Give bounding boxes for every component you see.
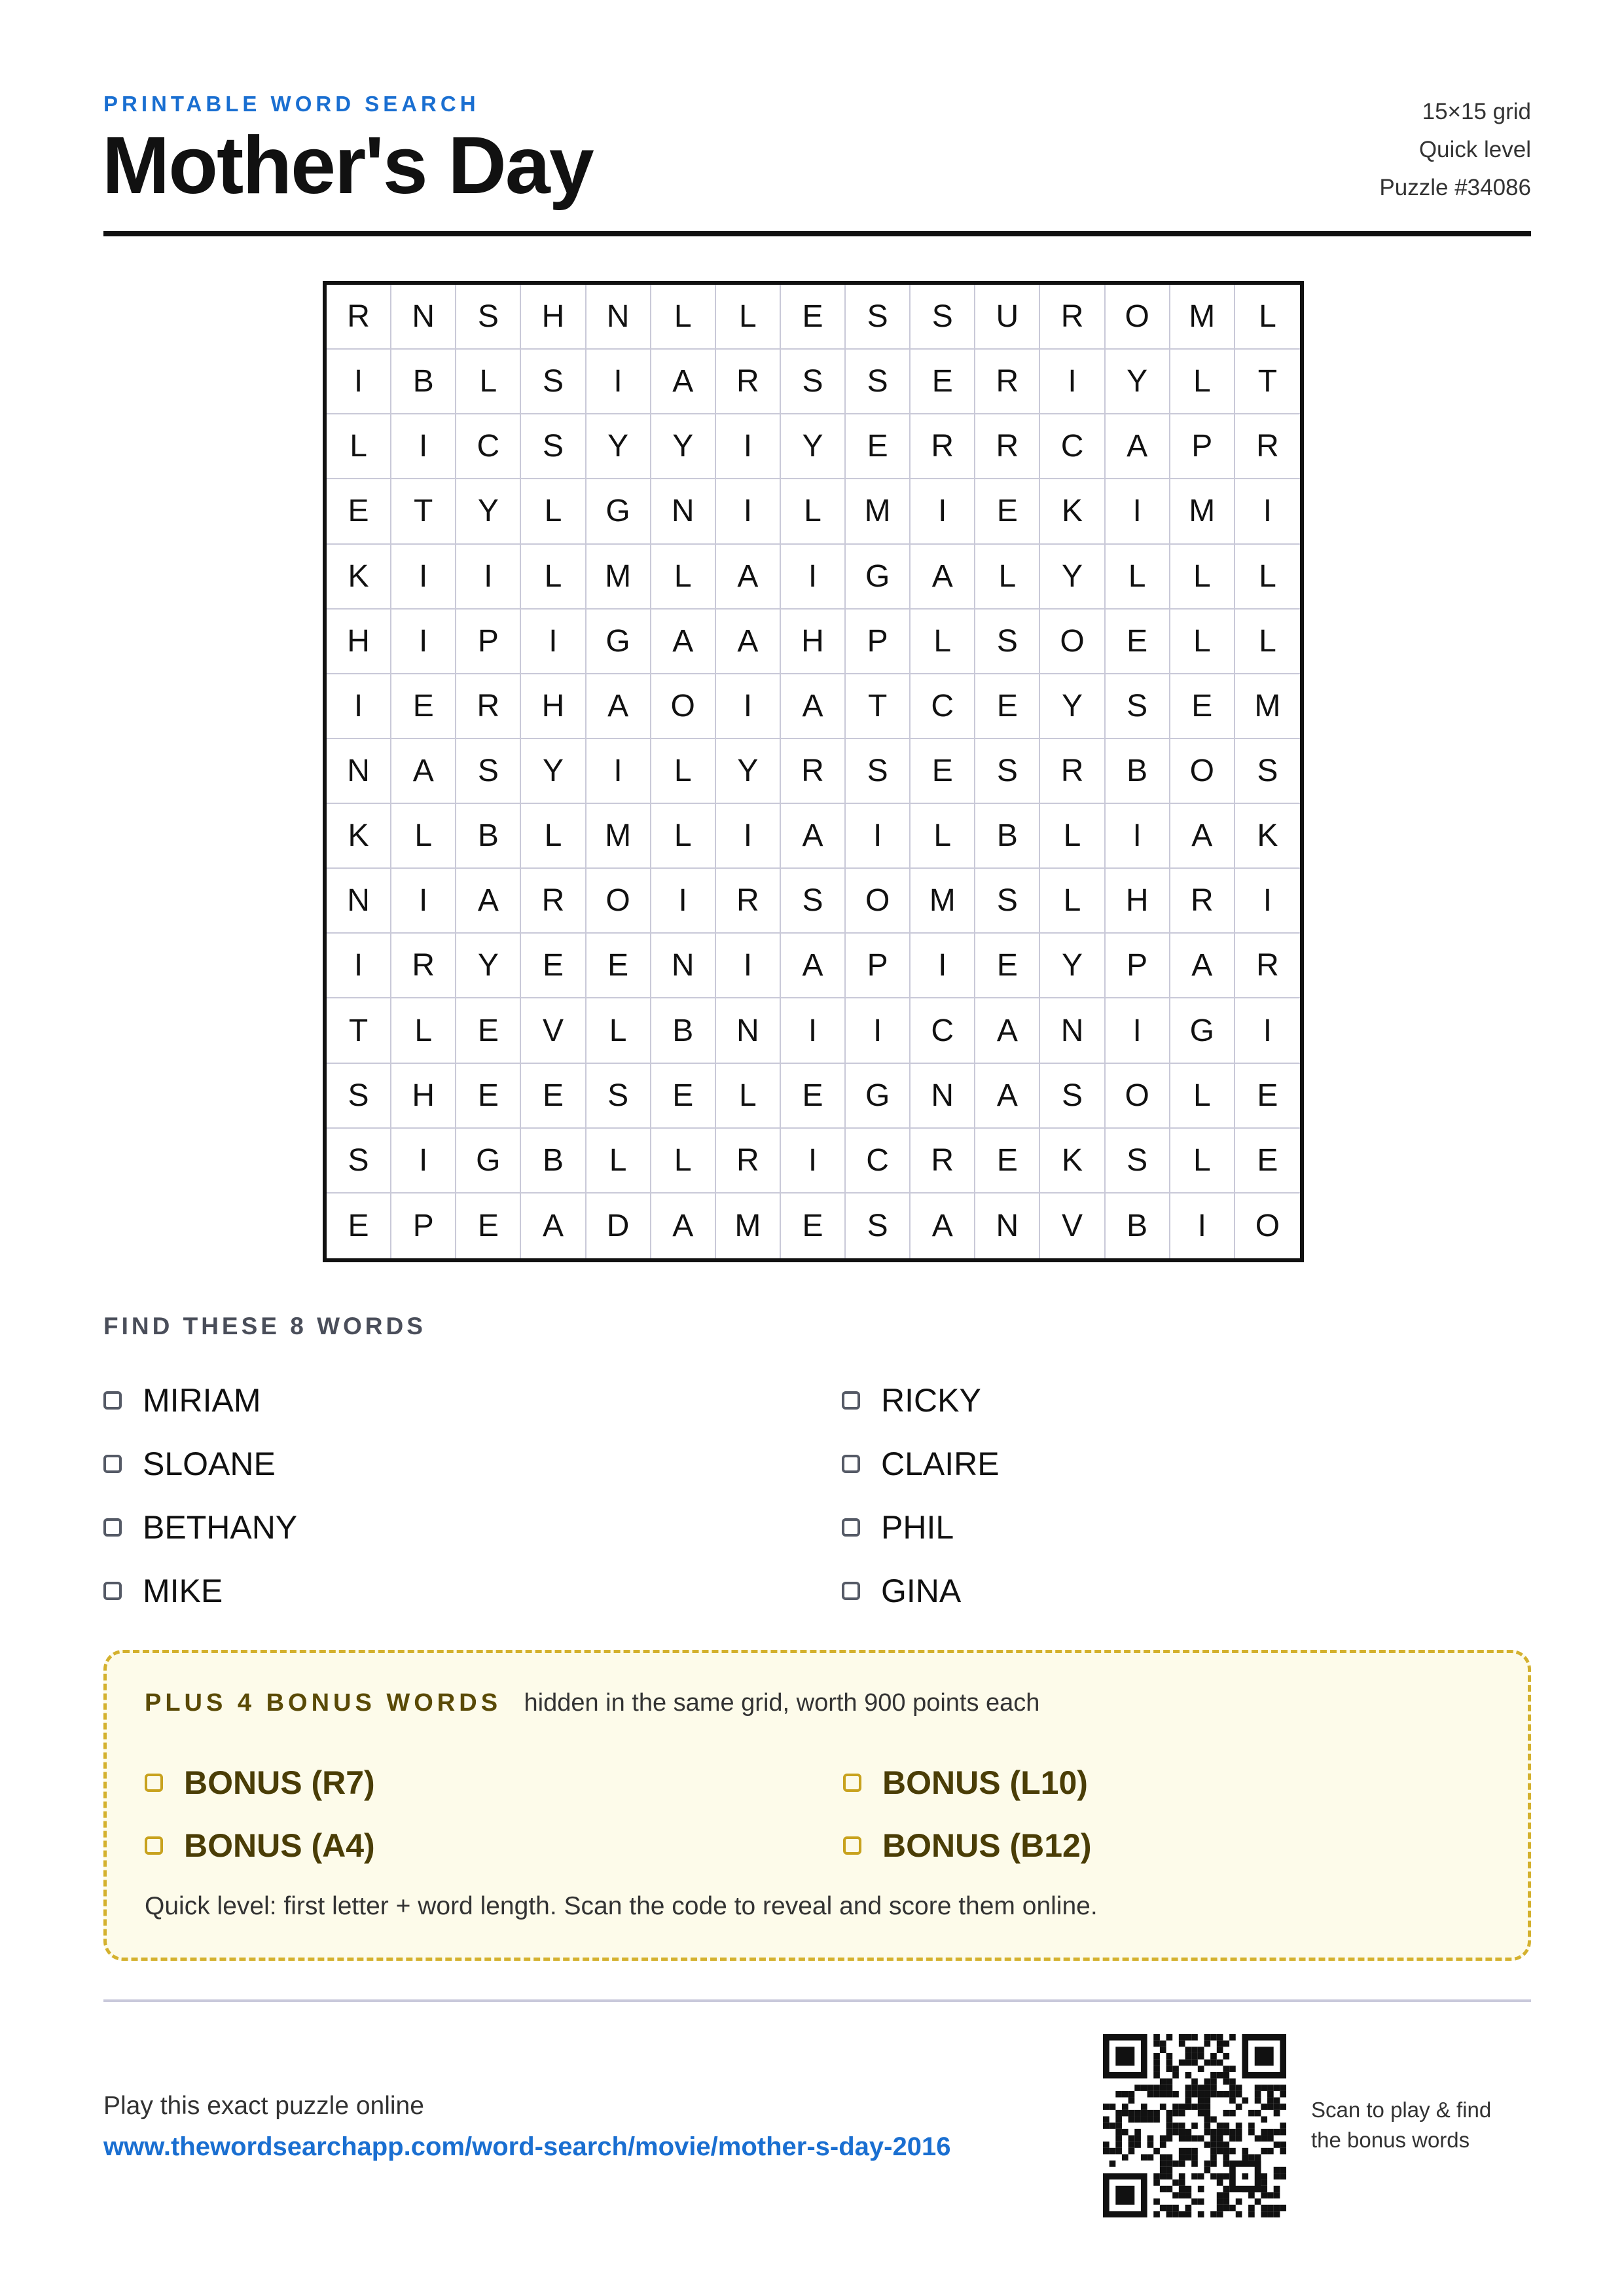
grid-cell[interactable]: E (781, 1064, 846, 1129)
bonus-label: BONUS (A4) (184, 1827, 375, 1864)
grid-cell[interactable]: A (586, 674, 651, 739)
word-label: CLAIRE (881, 1445, 1000, 1482)
grid-size-label: 15×15 grid (1422, 99, 1531, 124)
grid-cell[interactable]: A (781, 674, 846, 739)
grid-cell[interactable]: P (391, 1194, 456, 1258)
grid-cell[interactable]: C (911, 998, 975, 1063)
grid-cell[interactable]: I (327, 674, 391, 739)
bonus-label: BONUS (L10) (882, 1764, 1088, 1801)
word-item[interactable] (842, 1432, 1496, 1495)
grid-cell[interactable]: E (975, 479, 1040, 544)
grid-cell[interactable]: H (327, 610, 391, 674)
bonus-item[interactable] (145, 1814, 843, 1877)
grid-cell[interactable]: Y (456, 934, 521, 998)
grid-cell[interactable]: R (716, 350, 781, 414)
grid-cell[interactable]: L (1040, 869, 1105, 934)
grid-cell[interactable]: I (716, 934, 781, 998)
grid-cell[interactable]: E (1235, 1129, 1300, 1194)
grid-cell[interactable]: B (1106, 739, 1170, 804)
grid-cell[interactable]: C (911, 674, 975, 739)
bonus-note: Quick level: first letter + word length. Scan the code to reveal and score them online. (145, 1892, 1098, 1920)
grid-cell[interactable]: L (1170, 545, 1235, 610)
grid-cell[interactable]: T (391, 479, 456, 544)
grid-cell[interactable]: O (846, 869, 911, 934)
grid-cell[interactable]: M (911, 869, 975, 934)
grid-cell[interactable]: I (391, 1129, 456, 1194)
grid-cell[interactable]: P (846, 934, 911, 998)
grid-cell[interactable]: L (521, 545, 586, 610)
grid-cell[interactable]: I (586, 739, 651, 804)
grid-cell[interactable]: O (586, 869, 651, 934)
grid-cell[interactable]: L (1235, 610, 1300, 674)
grid-cell[interactable]: E (586, 934, 651, 998)
grid-cell[interactable]: B (651, 998, 716, 1063)
grid-cell[interactable]: B (456, 804, 521, 869)
grid-cell[interactable]: I (391, 414, 456, 479)
grid-cell[interactable]: M (1235, 674, 1300, 739)
grid-cell[interactable]: E (1170, 674, 1235, 739)
grid-cell[interactable]: S (846, 739, 911, 804)
grid-cell[interactable]: L (1170, 610, 1235, 674)
grid-cell[interactable]: E (781, 285, 846, 350)
grid-cell[interactable]: R (911, 414, 975, 479)
grid-cell[interactable]: L (391, 804, 456, 869)
grid-cell[interactable]: R (456, 674, 521, 739)
bonus-item[interactable] (145, 1751, 843, 1814)
grid-cell[interactable]: N (975, 1194, 1040, 1258)
grid-cell[interactable]: T (846, 674, 911, 739)
grid-cell[interactable]: P (846, 610, 911, 674)
grid-cell[interactable]: N (586, 285, 651, 350)
grid-cell[interactable]: E (846, 414, 911, 479)
grid-cell[interactable]: I (911, 479, 975, 544)
grid-cell[interactable]: L (1040, 804, 1105, 869)
grid-cell[interactable]: E (975, 1129, 1040, 1194)
grid-cell[interactable]: I (1235, 869, 1300, 934)
grid-cell[interactable]: E (1235, 1064, 1300, 1129)
grid-cell[interactable]: C (1040, 414, 1105, 479)
word-item[interactable] (103, 1495, 842, 1559)
grid-cell[interactable]: V (521, 998, 586, 1063)
grid-cell[interactable]: I (327, 934, 391, 998)
grid-cell[interactable]: L (327, 414, 391, 479)
grid-cell[interactable]: S (975, 869, 1040, 934)
grid-cell[interactable]: E (651, 1064, 716, 1129)
grid-cell[interactable]: Y (716, 739, 781, 804)
grid-cell[interactable]: S (521, 350, 586, 414)
checkbox-icon[interactable] (842, 1582, 860, 1600)
grid-cell[interactable]: O (1255, 1208, 1280, 1243)
grid-cell[interactable]: I (781, 1129, 846, 1194)
puzzle-url-link[interactable]: www.thewordsearchapp.com/word-search/movie/mother-s-day-2016 (103, 2132, 951, 2161)
grid-cell[interactable]: E (391, 674, 456, 739)
grid-cell[interactable]: I (651, 869, 716, 934)
grid-cell[interactable]: I (1106, 479, 1170, 544)
grid-cell[interactable]: A (716, 545, 781, 610)
grid-cell[interactable]: I (456, 545, 521, 610)
grid-cell[interactable]: B (975, 804, 1040, 869)
grid-cell[interactable]: H (521, 674, 586, 739)
grid-cell[interactable]: L (781, 479, 846, 544)
page-kicker: PRINTABLE WORD SEARCH (103, 92, 480, 116)
grid-cell[interactable]: N (391, 285, 456, 350)
word-label: MIKE (143, 1572, 223, 1609)
grid-cell[interactable]: K (1040, 1129, 1105, 1194)
grid-cell[interactable]: S (846, 1194, 911, 1258)
grid-cell[interactable]: K (1040, 479, 1105, 544)
grid-cell[interactable]: Y (456, 479, 521, 544)
grid-cell[interactable]: R (1040, 285, 1105, 350)
grid-cell[interactable]: R (716, 1129, 781, 1194)
grid-cell[interactable]: V (1040, 1194, 1105, 1258)
grid-cell[interactable]: I (716, 414, 781, 479)
grid-cell[interactable]: E (327, 479, 391, 544)
grid-cell[interactable]: S (1106, 674, 1170, 739)
grid-cell[interactable]: R (521, 869, 586, 934)
grid-cell[interactable]: S (846, 350, 911, 414)
grid-cell[interactable]: A (651, 610, 716, 674)
word-label: GINA (881, 1572, 962, 1609)
bonus-label: BONUS (B12) (882, 1827, 1092, 1864)
grid-cell[interactable]: S (586, 1064, 651, 1129)
grid-cell[interactable]: E (781, 1194, 846, 1258)
grid-cell[interactable]: Y (1040, 934, 1105, 998)
bonus-header (145, 1689, 1039, 1717)
grid-cell[interactable]: E (911, 350, 975, 414)
grid-cell[interactable]: L (1235, 545, 1300, 610)
grid-cell[interactable]: S (781, 350, 846, 414)
grid-cell[interactable]: R (1040, 739, 1105, 804)
grid-cell[interactable]: L (975, 545, 1040, 610)
grid-cell[interactable]: L (586, 1129, 651, 1194)
grid-cell[interactable]: Y (586, 414, 651, 479)
grid-cell[interactable]: P (1106, 934, 1170, 998)
grid-cell[interactable]: K (327, 804, 391, 869)
grid-cell[interactable]: O (1170, 739, 1235, 804)
grid-cell[interactable]: O (1106, 285, 1170, 350)
grid-cell[interactable]: E (456, 1194, 521, 1258)
grid-cell[interactable]: A (391, 739, 456, 804)
find-words-heading: FIND THESE 8 WORDS (103, 1313, 426, 1339)
grid-cell[interactable]: L (651, 739, 716, 804)
grid-cell[interactable]: R (716, 869, 781, 934)
grid-cell[interactable]: R (391, 934, 456, 998)
checkbox-icon[interactable] (145, 1774, 163, 1792)
grid-cell[interactable]: I (716, 674, 781, 739)
word-label: PHIL (881, 1508, 954, 1546)
grid-cell[interactable]: S (327, 1064, 391, 1129)
grid-cell[interactable]: I (781, 545, 846, 610)
grid-cell[interactable]: K (1235, 804, 1300, 869)
grid-cell[interactable]: L (716, 285, 781, 350)
grid-cell[interactable]: A (521, 1194, 586, 1258)
grid-cell[interactable]: A (781, 934, 846, 998)
grid-cell[interactable]: G (586, 479, 651, 544)
grid-cell[interactable]: I (781, 998, 846, 1063)
grid-cell[interactable]: A (781, 804, 846, 869)
word-item[interactable] (842, 1495, 1496, 1559)
grid-cell[interactable]: R (975, 414, 1040, 479)
grid-cell[interactable]: S (1235, 739, 1300, 804)
grid-cell[interactable]: L (911, 610, 975, 674)
grid-cell[interactable]: L (521, 479, 586, 544)
qr-caption (1311, 2095, 1491, 2155)
grid-cell[interactable]: E (975, 934, 1040, 998)
grid-cell[interactable]: S (327, 1129, 391, 1194)
grid-cell[interactable]: Y (1040, 674, 1105, 739)
grid-cell[interactable]: L (1170, 1064, 1235, 1129)
grid-cell[interactable]: T (327, 998, 391, 1063)
grid-cell[interactable]: I (586, 350, 651, 414)
grid-cell[interactable]: R (1235, 414, 1300, 479)
grid-cell[interactable]: Y (521, 739, 586, 804)
grid-cell[interactable]: I (911, 934, 975, 998)
grid-cell[interactable]: E (456, 1064, 521, 1129)
grid-cell[interactable]: E (521, 934, 586, 998)
grid-cell[interactable]: A (975, 998, 1040, 1063)
word-item[interactable] (103, 1432, 842, 1495)
grid-cell[interactable]: L (911, 804, 975, 869)
bonus-title: PLUS 4 BONUS WORDS (145, 1689, 502, 1717)
word-label: SLOANE (143, 1445, 276, 1482)
grid-cell[interactable]: N (327, 739, 391, 804)
grid-cell[interactable]: L (1106, 545, 1170, 610)
bonus-label: BONUS (R7) (184, 1764, 375, 1801)
grid-cell[interactable]: A (975, 1064, 1040, 1129)
grid-cell[interactable]: O (1106, 1064, 1170, 1129)
level-label: Quick level (1418, 137, 1531, 162)
grid-cell[interactable]: A (911, 545, 975, 610)
grid-cell[interactable]: G (846, 1064, 911, 1129)
grid-cell[interactable]: N (716, 998, 781, 1063)
checkbox-icon[interactable] (103, 1582, 122, 1600)
grid-cell[interactable]: A (651, 1194, 716, 1258)
qr-code-icon[interactable] (1103, 2034, 1286, 2217)
grid-cell[interactable]: L (651, 545, 716, 610)
checkbox-icon[interactable] (843, 1836, 861, 1855)
checkbox-icon[interactable] (103, 1391, 122, 1410)
grid-cell[interactable]: H (521, 285, 586, 350)
word-item[interactable] (103, 1368, 842, 1432)
grid-cell[interactable]: I (1040, 350, 1105, 414)
grid-cell[interactable]: I (1170, 1194, 1235, 1258)
grid-cell[interactable]: L (651, 285, 716, 350)
grid-cell[interactable]: D (586, 1194, 651, 1258)
grid-cell[interactable]: I (846, 804, 911, 869)
grid-cell[interactable]: T (1235, 350, 1300, 414)
grid-cell[interactable]: G (456, 1129, 521, 1194)
grid-cell[interactable]: Y (781, 414, 846, 479)
grid-cell[interactable]: B (521, 1129, 586, 1194)
grid-cell[interactable]: L (521, 804, 586, 869)
grid-cell[interactable]: L (1170, 350, 1235, 414)
grid-cell[interactable]: N (651, 934, 716, 998)
grid-cell[interactable]: A (1106, 414, 1170, 479)
grid-cell[interactable]: Y (1040, 545, 1105, 610)
grid-cell[interactable]: S (456, 285, 521, 350)
checkbox-icon[interactable] (843, 1774, 861, 1792)
word-item[interactable] (103, 1559, 842, 1622)
word-label: MIRIAM (143, 1381, 261, 1419)
grid-cell[interactable]: R (1170, 869, 1235, 934)
grid-cell[interactable]: R (781, 739, 846, 804)
grid-cell[interactable]: M (586, 804, 651, 869)
grid-cell[interactable]: G (846, 545, 911, 610)
grid-cell[interactable]: L (586, 998, 651, 1063)
grid-cell[interactable]: E (911, 739, 975, 804)
grid-cell[interactable]: I (327, 350, 391, 414)
grid-cell[interactable]: N (327, 869, 391, 934)
bonus-item[interactable] (843, 1751, 1367, 1814)
grid-cell[interactable]: R (1235, 934, 1300, 998)
grid-cell[interactable]: N (651, 479, 716, 544)
grid-cell[interactable]: S (846, 285, 911, 350)
grid-cell[interactable]: H (1106, 869, 1170, 934)
puzzle-id-label: Puzzle #34086 (1379, 175, 1531, 200)
grid-cell[interactable]: C (456, 414, 521, 479)
checkbox-icon[interactable] (842, 1518, 860, 1537)
bonus-subtitle: hidden in the same grid, worth 900 points each (524, 1689, 1040, 1717)
grid-cell[interactable]: L (651, 804, 716, 869)
grid-cell[interactable]: M (846, 479, 911, 544)
grid-cell[interactable]: S (1040, 1064, 1105, 1129)
grid-cell[interactable]: M (1170, 285, 1235, 350)
grid-cell[interactable]: A (911, 1194, 975, 1258)
checkbox-icon[interactable] (103, 1518, 122, 1537)
checkbox-icon[interactable] (145, 1836, 163, 1855)
grid-cell[interactable]: O (651, 674, 716, 739)
grid-cell[interactable]: I (391, 545, 456, 610)
grid-cell[interactable]: I (716, 479, 781, 544)
grid-cell[interactable]: M (586, 545, 651, 610)
bonus-list (145, 1751, 1367, 1877)
grid-cell[interactable]: S (521, 414, 586, 479)
grid-cell[interactable]: E (521, 1064, 586, 1129)
grid-cell[interactable]: S (781, 869, 846, 934)
grid-cell[interactable]: N (911, 1064, 975, 1129)
header-divider (103, 231, 1531, 236)
grid-cell[interactable]: H (781, 610, 846, 674)
grid-cell[interactable]: I (1106, 804, 1170, 869)
grid-cell[interactable]: P (1170, 414, 1235, 479)
grid-cell[interactable]: N (1040, 998, 1105, 1063)
bonus-item[interactable] (843, 1814, 1367, 1877)
grid-cell[interactable]: A (1170, 804, 1235, 869)
grid-cell[interactable]: S (975, 739, 1040, 804)
grid-cell[interactable]: I (391, 610, 456, 674)
grid-cell[interactable]: E (327, 1194, 391, 1258)
play-online-label: Play this exact puzzle online (103, 2092, 424, 2120)
checkbox-icon[interactable] (842, 1455, 860, 1473)
grid-cell[interactable]: S (456, 739, 521, 804)
grid-cell[interactable]: I (1235, 998, 1300, 1063)
grid-cell[interactable]: A (716, 610, 781, 674)
footer-divider (103, 1999, 1531, 2002)
grid-cell[interactable]: L (651, 1129, 716, 1194)
grid-cell[interactable]: R (975, 350, 1040, 414)
bonus-panel (103, 1650, 1531, 1961)
grid-cell[interactable]: I (391, 869, 456, 934)
grid-cell[interactable]: I (521, 610, 586, 674)
grid-cell[interactable]: S (911, 285, 975, 350)
grid-cell[interactable]: S (1106, 1129, 1170, 1194)
grid-cell[interactable]: I (1106, 998, 1170, 1063)
grid-cell[interactable]: L (1170, 1129, 1235, 1194)
grid-cell[interactable]: M (716, 1194, 781, 1258)
grid-cell[interactable]: G (1170, 998, 1235, 1063)
word-label: BETHANY (143, 1508, 298, 1546)
grid-cell[interactable]: E (1106, 610, 1170, 674)
grid-cell[interactable]: R (327, 285, 391, 350)
grid-cell[interactable]: C (846, 1129, 911, 1194)
word-label: RICKY (881, 1381, 981, 1419)
grid-cell[interactable]: K (327, 545, 391, 610)
word-item[interactable] (842, 1368, 1496, 1432)
grid-cell[interactable]: M (1170, 479, 1235, 544)
grid-cell[interactable]: R (911, 1129, 975, 1194)
page-title: Mother's Day (102, 120, 593, 211)
grid-cell[interactable]: I (716, 804, 781, 869)
grid-cell[interactable]: L (391, 998, 456, 1063)
grid-cell[interactable]: E (975, 674, 1040, 739)
grid-cell[interactable]: P (456, 610, 521, 674)
grid-cell[interactable]: I (846, 998, 911, 1063)
grid-cell[interactable]: H (391, 1064, 456, 1129)
word-list (103, 1368, 1000, 1622)
grid-cell[interactable]: I (1235, 479, 1300, 544)
grid-cell[interactable]: Y (651, 414, 716, 479)
grid-cell[interactable]: L (716, 1064, 781, 1129)
grid-cell[interactable]: G (586, 610, 651, 674)
grid-cell[interactable]: A (651, 350, 716, 414)
grid-cell[interactable]: Y (1106, 350, 1170, 414)
checkbox-icon[interactable] (103, 1455, 122, 1473)
grid-cell[interactable]: B (391, 350, 456, 414)
grid-cell[interactable]: E (456, 998, 521, 1063)
word-item[interactable] (842, 1559, 1496, 1622)
grid-cell[interactable]: L (456, 350, 521, 414)
grid-cell[interactable]: L (1235, 285, 1300, 350)
qr-caption-line: Scan to play & find (1311, 2098, 1492, 2122)
grid-cell[interactable]: S (975, 610, 1040, 674)
grid-cell[interactable]: A (1170, 934, 1235, 998)
grid-cell[interactable]: U (975, 285, 1040, 350)
grid-cell[interactable]: A (456, 869, 521, 934)
grid-cell[interactable]: B (1106, 1194, 1170, 1258)
puzzle-meta (1379, 93, 1531, 207)
grid-cell[interactable]: O (1040, 610, 1105, 674)
checkbox-icon[interactable] (842, 1391, 860, 1410)
qr-caption-line: the bonus words (1311, 2128, 1470, 2152)
letter-grid (323, 281, 1304, 1262)
